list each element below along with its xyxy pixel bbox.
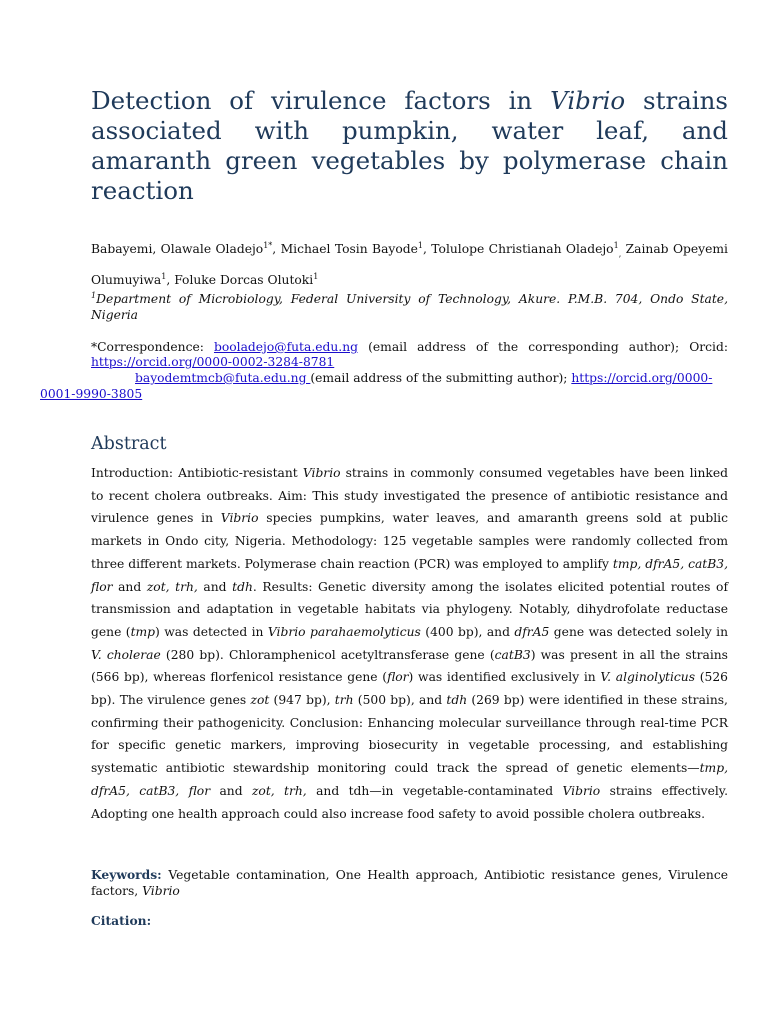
author-2: Michael Tosin Bayode$^1$ bbox=[280, 240, 423, 256]
title-genus: Vibrio bbox=[550, 86, 626, 115]
abstract-text: . Results: Genetic diversity among the isolates elicited potential routes of transmission and adaptation in vegetable habitats via phylogeny. Notably, dihydrofolate reductase gene ( bbox=[91, 579, 728, 639]
abstract-italic-term: zot bbox=[250, 693, 270, 708]
abstract-text: (400 bp), and bbox=[420, 624, 515, 639]
abstract-text: ) was identified exclusively in bbox=[408, 670, 601, 685]
abstract-text: and bbox=[210, 783, 252, 798]
abstract-text: (269 bp) were identified in these strains, confirming their pathogenicity. Conclusion: Enhancing molecular surveillance through real-time PCR for specific genetic markers, improving biosecurity in vegetable processing, and establishing systematic antibiotic stewardship monitoring could track the spread of genetic elements— bbox=[91, 693, 728, 776]
author-1: Babayemi, Olawale Oladejo$^{1*}$ bbox=[91, 240, 273, 256]
corresponding-email-link[interactable]: booladejo@futa.edu.ng bbox=[213, 340, 358, 354]
abstract-italic-term: zot, trh, bbox=[146, 579, 198, 594]
paper-title bbox=[91, 86, 728, 206]
abstract-italic-term: V. cholerae bbox=[91, 647, 161, 662]
abstract-italic-term: tdh bbox=[446, 693, 468, 708]
abstract-italic-term: Vibrio bbox=[562, 783, 601, 798]
abstract-text: ) was present in all the strains (566 bp), whereas florfenicol resistance gene ( bbox=[91, 647, 728, 685]
abstract-italic-term: Vibrio parahaemolyticus bbox=[267, 624, 421, 639]
abstract-italic-term: Vibrio bbox=[220, 511, 259, 526]
abstract-text: (280 bp). Chloramphenicol acetyltransferase gene ( bbox=[160, 647, 495, 662]
keywords-label: Keywords: bbox=[91, 867, 169, 882]
abstract-italic-term: trh bbox=[334, 693, 354, 708]
abstract-text: and bbox=[197, 579, 233, 594]
abstract-text: strains effectively. Adopting one health approach could also increase food safety to avoid possible cholera outbreaks. bbox=[91, 783, 729, 821]
author-4: Zainab Opeyemi Olumuyiwa$^1$ bbox=[91, 242, 728, 288]
abstract-text: Introduction: Antibiotic-resistant bbox=[91, 466, 303, 480]
abstract-italic-term: flor bbox=[387, 670, 409, 685]
abstract-text: and bbox=[112, 579, 147, 594]
abstract-text: (500 bp), and bbox=[353, 693, 447, 708]
submitting-email-link[interactable]: bayodemtmcb@futa.edu.ng bbox=[135, 371, 311, 385]
abstract-italic-term: zot, trh, bbox=[251, 783, 307, 798]
keywords: Keywords: Vegetable contamination, One Health approach, Antibiotic resistance genes, Virulence factors, Vibrio bbox=[91, 867, 728, 898]
submitting-author-contact: bayodemtmcb@futa.edu.ng (email address of the submitting author); https://orcid.org/0000-0001-9990-3805 bbox=[40, 371, 713, 401]
abstract-heading: Abstract bbox=[91, 434, 167, 454]
abstract-italic-term: V. alginolyticus bbox=[600, 670, 696, 685]
abstract-italic-term: tdh bbox=[232, 579, 253, 594]
abstract-italic-term: tmp bbox=[130, 624, 156, 639]
title-text-2: strains associated with pumpkin, water leaf, and amaranth green vegetables by polymerase chain reaction bbox=[91, 86, 728, 205]
title-text-1: Detection of virulence factors in bbox=[91, 86, 551, 115]
abstract-text: (526 bp). The virulence genes bbox=[91, 670, 729, 708]
abstract-italic-term: catB3 bbox=[494, 647, 531, 662]
author-list: Babayemi, Olawale Oladejo$^{1*}$, Michael Tosin Bayode$^1$, Tolulope Christianah Oladejo$^1_,$ Zainab Opeyemi Olumuyiwa$^1$, Foluke Dorcas Olutoki$^1$ bbox=[91, 240, 728, 288]
citation-label: Citation: bbox=[91, 913, 152, 928]
corresponding-orcid-link[interactable]: https://orcid.org/0000-0002-3284-8781 bbox=[91, 355, 335, 369]
abstract-text: (947 bp), bbox=[269, 693, 335, 708]
author-3: Tolulope Christianah Oladejo$^1$ bbox=[431, 240, 619, 256]
abstract-text: and tdh—in vegetable-contaminated bbox=[306, 783, 563, 798]
author-5: Foluke Dorcas Olutoki$^1$ bbox=[174, 272, 319, 288]
citation bbox=[91, 913, 728, 929]
affiliation: $^1$Department of Microbiology, Federal University of Technology, Akure. P.M.B. 704, Ondo State, Nigeria bbox=[91, 290, 728, 322]
abstract-body bbox=[91, 462, 728, 825]
abstract-italic-term: dfrA5 bbox=[514, 624, 550, 639]
submitting-orcid-link[interactable]: https://orcid.org/0000-0001-9990-3805 bbox=[40, 371, 713, 401]
abstract-text: ) was detected in bbox=[155, 624, 268, 639]
correspondence: *Correspondence: booladejo@futa.edu.ng (email address of the corresponding author); Orcid: https://orcid.org/0000-0002-3284-8781 bbox=[91, 340, 728, 369]
abstract-text: gene was detected solely in bbox=[549, 624, 728, 639]
abstract-text: strains in commonly consumed vegetables have been linked to recent cholera outbreaks. Aim: This study investigated the presence of antibiotic resistance and virulence genes in bbox=[91, 466, 729, 526]
abstract-italic-term: tmp, dfrA5, catB3, flor bbox=[91, 556, 728, 594]
abstract-text: species pumpkins, water leaves, and amaranth greens sold at public markets in Ondo city, Nigeria. Methodology: 125 vegetable samples were randomly collected from three different markets. Polymerase chain reaction (PCR) was employed to amplify bbox=[91, 511, 728, 571]
abstract-italic-term: Vibrio bbox=[302, 466, 341, 480]
abstract-italic-term: tmp, dfrA5, catB3, flor bbox=[91, 761, 728, 798]
